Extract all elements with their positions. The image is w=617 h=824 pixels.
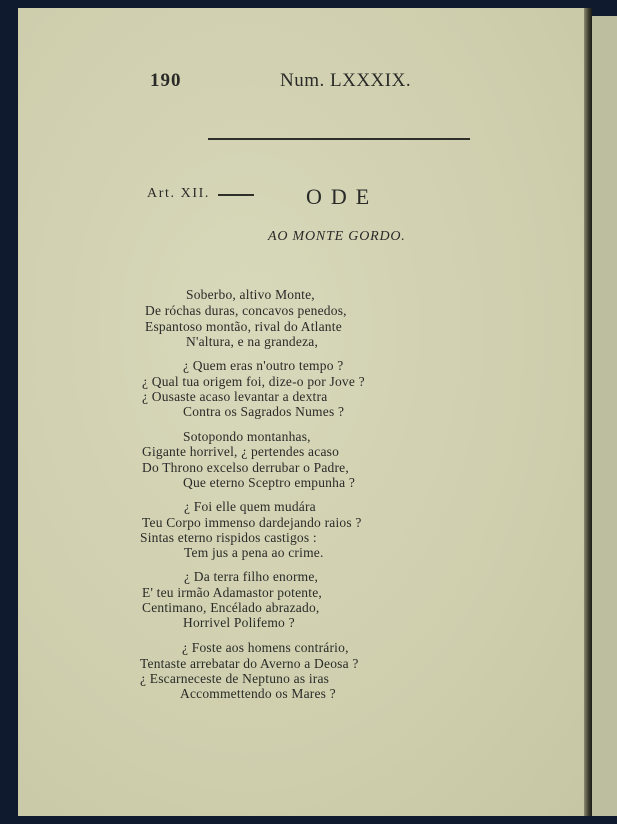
book-spine <box>584 8 592 816</box>
poem-line: Centimano, Encélado abrazado, <box>142 600 320 615</box>
poem-line: Do Throno excelso derrubar o Padre, <box>142 460 349 475</box>
poem-line: Accommettendo os Mares ? <box>180 686 336 701</box>
poem-line: Contra os Sagrados Numes ? <box>183 404 345 419</box>
poem-line: De róchas duras, concavos penedos, <box>145 303 347 318</box>
article-dash <box>218 194 254 196</box>
poem-line: Horrivel Polifemo ? <box>183 615 295 630</box>
page-number: 190 <box>150 70 182 91</box>
poem-line: E' teu irmão Adamastor potente, <box>142 585 322 600</box>
poem-line: N'altura, e na grandeza, <box>186 334 319 349</box>
poem-line: Soberbo, altivo Monte, <box>186 287 315 302</box>
poem-line: Espantoso montão, rival do Atlante <box>145 319 342 334</box>
article-label: Art. XII. <box>147 186 210 201</box>
poem-line: Tem jus a pena ao crime. <box>184 545 324 560</box>
poem-title: ODE <box>306 184 379 209</box>
poem-line: ¿ Da terra filho enorme, <box>184 569 319 584</box>
poem-line: ¿ Escarneceste de Neptuno as iras <box>140 671 330 686</box>
poem-line: Sintas eterno rispidos castigos : <box>140 530 317 545</box>
poem-subtitle: AO MONTE GORDO. <box>268 229 406 244</box>
poem-line: Gigante horrivel, ¿ pertendes acaso <box>142 444 340 459</box>
poem-line: ¿ Qual tua origem foi, dize-o por Jove ? <box>142 374 365 389</box>
issue-number: Num. LXXXIX. <box>280 70 412 91</box>
poem-line: Sotopondo montanhas, <box>183 429 311 444</box>
poem-line: ¿ Foi elle quem mudára <box>184 499 316 514</box>
poem-line: ¿ Foste aos homens contrário, <box>182 640 349 655</box>
poem-line: Que eterno Sceptro empunha ? <box>183 475 356 490</box>
poem-line: Tentaste arrebatar do Averno a Deosa ? <box>140 656 359 671</box>
poem-line: ¿ Ousaste acaso levantar a dextra <box>142 389 328 404</box>
poem-line: ¿ Quem eras n'outro tempo ? <box>183 358 344 373</box>
facing-page-edge <box>592 16 617 816</box>
poem-line: Teu Corpo immenso dardejando raios ? <box>142 515 362 530</box>
header-rule <box>208 138 470 140</box>
